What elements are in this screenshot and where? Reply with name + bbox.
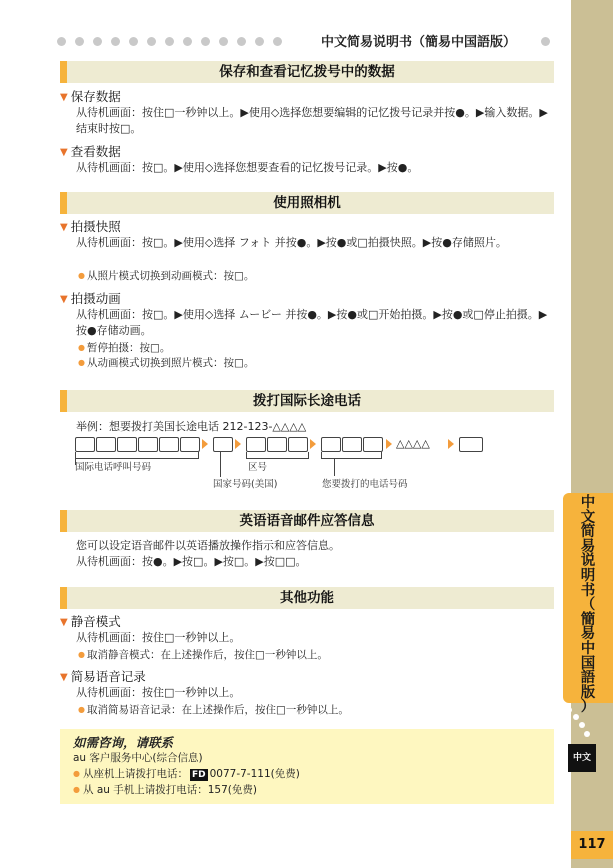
key-1 (267, 437, 287, 452)
bullet-movie-pause: ● 暂停拍摄：按□。 (78, 341, 170, 356)
key-2 (288, 437, 308, 452)
bullet-photo-switch: ● 从照片模式切换到动画模式：按□。 (78, 269, 254, 284)
arrow-icon (448, 439, 454, 449)
caption-country-code: 国家号码(美国) (213, 479, 278, 490)
text-movie: 从待机画面：按□。▶使用◇选择 ムービー 并按●。▶按●或□开始拍摄。▶按●或□停止拍摄。▶按●存储动画。 (76, 308, 548, 337)
language-tab-text: 中 文 简 易 说 明 书 （ 簡 易 中 国 語 版 ） (580, 495, 596, 716)
key-2 (246, 437, 266, 452)
section-other-header: 其他功能 (60, 587, 554, 609)
bullet-memo-cancel: ● 取消简易语音记录：在上述操作后，按住□一秒钟以上。 (78, 703, 349, 718)
text-voice-memo: 从待机画面：按住□一秒钟以上。 (76, 686, 241, 699)
key-0 (75, 437, 95, 452)
key-0 (96, 437, 116, 452)
caption-access-code: 国际电话呼叫号码 (75, 462, 152, 473)
arrow-icon (386, 439, 392, 449)
bullet-silent-cancel: ● 取消静音模式：在上述操作后，按住□一秒钟以上。 (78, 648, 328, 663)
contact-landline: ● 从座机上请拨打电话： FD 0077-7-111(免费) (73, 767, 300, 782)
heading-save-data: ▼ 保存数据 (60, 89, 121, 107)
header-title: 中文简易说明书（簡易中国語版） (321, 35, 517, 50)
key-1 (213, 437, 233, 452)
contact-center: au 客户服务中心(综合信息) (73, 752, 203, 764)
text-view-data: 从待机画面：按□。▶使用◇选择您想要查看的记忆拨号记录。▶按●。 (76, 161, 419, 174)
dial-sequence (75, 437, 525, 451)
free-dial-icon: FD (191, 770, 206, 780)
intl-example: 举例：想要拨打美国长途电话 212-123-△△△△ (76, 420, 307, 433)
caption-area-code: 区号 (248, 462, 268, 473)
language-label: 中文 (568, 744, 596, 772)
heading-photo: ▼ 拍摄快照 (60, 219, 121, 237)
arrow-icon (310, 439, 316, 449)
header-dot (541, 37, 550, 46)
heading-movie: ▼ 拍摄动画 (60, 291, 121, 309)
page-number: 117 (571, 831, 613, 859)
text-voicemail-2: 从待机画面：按●。▶按□。▶按□。▶按□□。 (76, 555, 307, 568)
key-4 (159, 437, 179, 452)
caption-phone-number: 您要拨打的电话号码 (322, 479, 408, 490)
side-strip (571, 0, 613, 868)
heading-view-data: ▼ 查看数据 (60, 144, 121, 162)
bullet-movie-switch: ● 从动画模式切换到照片模式：按□。 (78, 356, 254, 371)
text-voicemail-1: 您可以设定语音邮件以英语播放操作指示和应答信息。 (76, 539, 340, 552)
heading-silent-mode: ▼ 静音模式 (60, 614, 121, 632)
key-1 (321, 437, 341, 452)
key-3 (363, 437, 383, 452)
number-tail: △△△△ (396, 437, 430, 450)
key-3 (138, 437, 158, 452)
contact-title: 如需咨询，请联系 (73, 735, 174, 750)
text-photo: 从待机画面：按□。▶使用◇选择 フォト 并按●。▶按●或□拍摄快照。▶按●存储照片。 (76, 236, 507, 249)
call-key-icon (459, 437, 483, 452)
key-5 (117, 437, 137, 452)
section-camera-header: 使用照相机 (60, 192, 554, 214)
key-2 (342, 437, 362, 452)
section-intl-header: 拨打国际长途电话 (60, 390, 554, 412)
key-5 (180, 437, 200, 452)
section-voicemail-header: 英语语音邮件应答信息 (60, 510, 554, 532)
text-silent-mode: 从待机画面：按住□一秒钟以上。 (76, 631, 241, 644)
text-save-data: 从待机画面：按住□一秒钟以上。▶使用◇选择您想要编辑的记忆拨号记录并按●。▶输入数据。▶结束时按□。 (76, 106, 548, 135)
section-memory-header: 保存和查看记忆拨号中的数据 (60, 61, 554, 83)
arrow-icon (235, 439, 241, 449)
arrow-icon (202, 439, 208, 449)
contact-mobile: ● 从 au 手机上请拨打电话：157(免费) (73, 783, 257, 798)
heading-voice-memo: ▼ 简易语音记录 (60, 669, 146, 687)
